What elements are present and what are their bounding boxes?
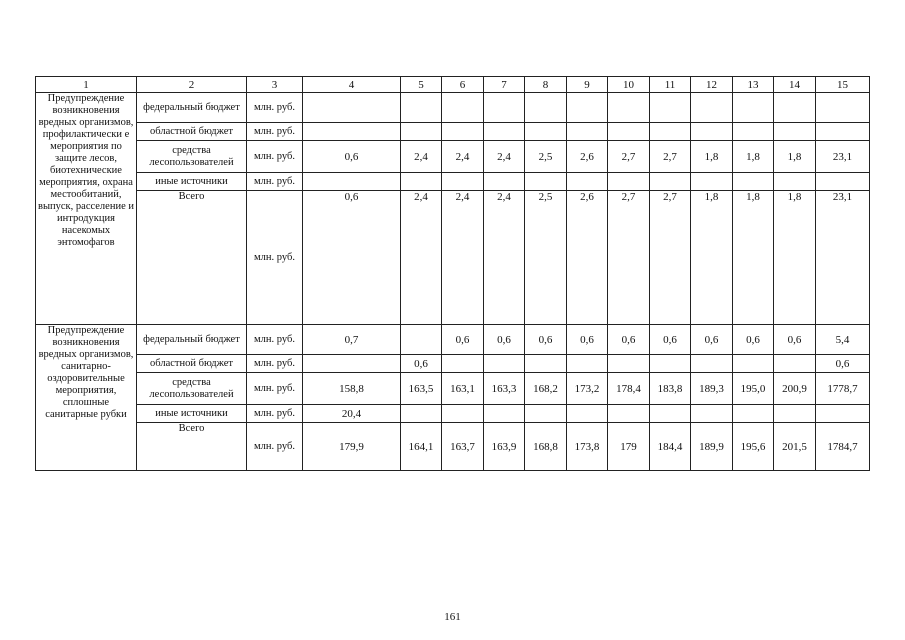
value-cell: 164,1 <box>401 423 442 471</box>
value-cell: 2,7 <box>650 191 691 325</box>
value-cell <box>733 93 774 123</box>
page-number: 161 <box>444 611 461 623</box>
value-cell: 20,4 <box>303 405 401 423</box>
activity-name: Предупреждение возникновения вредных организмов, санитарно-оздоровительные мероприятия, сплошные санитарные рубки <box>36 325 137 471</box>
column-header: 8 <box>525 77 567 93</box>
value-cell: 195,0 <box>733 373 774 405</box>
value-cell <box>733 405 774 423</box>
value-cell: 0,7 <box>303 325 401 355</box>
value-cell: 1,8 <box>733 141 774 173</box>
value-cell: 163,1 <box>442 373 484 405</box>
table-row <box>36 423 870 471</box>
value-cell: 2,6 <box>567 191 608 325</box>
value-cell: 163,3 <box>484 373 525 405</box>
value-cell <box>650 405 691 423</box>
value-cell <box>484 173 525 191</box>
value-cell: 1,8 <box>691 191 733 325</box>
unit: млн. руб. <box>247 355 303 373</box>
value-cell: 5,4 <box>816 325 870 355</box>
value-cell <box>774 123 816 141</box>
funding-source: областной бюджет <box>137 355 247 373</box>
value-cell: 0,6 <box>401 355 442 373</box>
table-row <box>36 355 870 373</box>
value-cell <box>816 93 870 123</box>
value-cell <box>442 93 484 123</box>
table-row <box>36 173 870 191</box>
value-cell <box>442 405 484 423</box>
value-cell: 23,1 <box>816 141 870 173</box>
value-cell <box>650 123 691 141</box>
value-cell <box>608 355 650 373</box>
value-cell: 163,9 <box>484 423 525 471</box>
column-header: 7 <box>484 77 525 93</box>
value-cell: 1,8 <box>774 191 816 325</box>
value-cell: 2,4 <box>401 141 442 173</box>
funding-source: федеральный бюджет <box>137 325 247 355</box>
value-cell: 2,4 <box>442 191 484 325</box>
table-row <box>36 325 870 355</box>
funding-source: иные источники <box>137 405 247 423</box>
column-header: 4 <box>303 77 401 93</box>
unit: млн. руб. <box>247 405 303 423</box>
value-cell <box>691 173 733 191</box>
value-cell: 2,6 <box>567 141 608 173</box>
value-cell <box>525 173 567 191</box>
value-cell: 23,1 <box>816 191 870 325</box>
value-cell <box>608 173 650 191</box>
value-cell <box>608 405 650 423</box>
unit: млн. руб. <box>247 173 303 191</box>
value-cell: 0,6 <box>774 325 816 355</box>
value-cell: 0,6 <box>608 325 650 355</box>
value-cell: 2,4 <box>484 141 525 173</box>
value-cell: 0,6 <box>442 325 484 355</box>
value-cell: 179 <box>608 423 650 471</box>
column-header: 10 <box>608 77 650 93</box>
value-cell: 0,6 <box>691 325 733 355</box>
value-cell <box>401 325 442 355</box>
unit: млн. руб. <box>247 325 303 355</box>
value-cell: 0,6 <box>733 325 774 355</box>
value-cell: 189,3 <box>691 373 733 405</box>
value-cell <box>303 355 401 373</box>
value-cell <box>401 93 442 123</box>
value-cell <box>567 93 608 123</box>
value-cell: 173,8 <box>567 423 608 471</box>
table-row <box>36 405 870 423</box>
value-cell <box>401 405 442 423</box>
column-header: 15 <box>816 77 870 93</box>
value-cell <box>608 123 650 141</box>
value-cell <box>525 355 567 373</box>
column-header: 5 <box>401 77 442 93</box>
value-cell <box>484 355 525 373</box>
value-cell <box>567 173 608 191</box>
value-cell: 2,4 <box>442 141 484 173</box>
value-cell: 0,6 <box>567 325 608 355</box>
value-cell <box>650 93 691 123</box>
table-row <box>36 191 870 325</box>
value-cell <box>816 123 870 141</box>
value-cell: 168,8 <box>525 423 567 471</box>
value-cell: 0,6 <box>650 325 691 355</box>
value-cell <box>303 173 401 191</box>
value-cell <box>774 93 816 123</box>
value-cell: 200,9 <box>774 373 816 405</box>
value-cell <box>691 93 733 123</box>
value-cell: 0,6 <box>303 191 401 325</box>
value-cell: 183,8 <box>650 373 691 405</box>
value-cell <box>774 405 816 423</box>
funding-source: средства лесопользователей <box>137 373 247 405</box>
value-cell: 1,8 <box>733 191 774 325</box>
value-cell: 2,7 <box>608 141 650 173</box>
value-cell: 2,7 <box>650 141 691 173</box>
funding-source: Всего <box>137 423 247 471</box>
value-cell <box>733 173 774 191</box>
value-cell <box>484 93 525 123</box>
value-cell <box>608 93 650 123</box>
value-cell <box>567 123 608 141</box>
column-header: 12 <box>691 77 733 93</box>
header-row <box>36 77 870 93</box>
value-cell: 2,7 <box>608 191 650 325</box>
column-header: 14 <box>774 77 816 93</box>
value-cell: 173,2 <box>567 373 608 405</box>
value-cell <box>733 355 774 373</box>
column-header: 3 <box>247 77 303 93</box>
unit: млн. руб. <box>247 191 303 325</box>
unit: млн. руб. <box>247 123 303 141</box>
funding-source: Всего <box>137 191 247 325</box>
funding-source: средства лесопользователей <box>137 141 247 173</box>
value-cell <box>774 173 816 191</box>
value-cell: 189,9 <box>691 423 733 471</box>
value-cell <box>691 355 733 373</box>
value-cell: 179,9 <box>303 423 401 471</box>
unit: млн. руб. <box>247 93 303 123</box>
value-cell <box>484 123 525 141</box>
value-cell <box>401 173 442 191</box>
value-cell: 1778,7 <box>816 373 870 405</box>
value-cell <box>442 123 484 141</box>
value-cell: 201,5 <box>774 423 816 471</box>
value-cell: 0,6 <box>303 141 401 173</box>
value-cell: 184,4 <box>650 423 691 471</box>
value-cell: 2,5 <box>525 141 567 173</box>
value-cell <box>525 123 567 141</box>
column-header: 6 <box>442 77 484 93</box>
table-row <box>36 93 870 123</box>
value-cell: 1,8 <box>691 141 733 173</box>
value-cell: 0,6 <box>816 355 870 373</box>
value-cell <box>484 405 525 423</box>
value-cell <box>303 123 401 141</box>
table-row <box>36 141 870 173</box>
value-cell <box>567 355 608 373</box>
value-cell <box>567 405 608 423</box>
column-header: 1 <box>36 77 137 93</box>
value-cell: 0,6 <box>484 325 525 355</box>
funding-source: федеральный бюджет <box>137 93 247 123</box>
table-row <box>36 373 870 405</box>
value-cell: 168,2 <box>525 373 567 405</box>
value-cell: 195,6 <box>733 423 774 471</box>
unit: млн. руб. <box>247 423 303 471</box>
value-cell <box>650 173 691 191</box>
funding-source: областной бюджет <box>137 123 247 141</box>
value-cell <box>733 123 774 141</box>
value-cell <box>691 123 733 141</box>
value-cell: 2,5 <box>525 191 567 325</box>
column-header: 11 <box>650 77 691 93</box>
value-cell: 0,6 <box>525 325 567 355</box>
value-cell: 178,4 <box>608 373 650 405</box>
column-header: 9 <box>567 77 608 93</box>
value-cell <box>691 405 733 423</box>
table-row <box>36 123 870 141</box>
value-cell <box>442 173 484 191</box>
activity-name: Предупреждение возникновения вредных организмов, профилактически е мероприятия по защите лесов, биотехнические мероприятия, охрана местообитаний, выпуск, расселение и интродукция насекомых энтомофагов <box>36 93 137 325</box>
value-cell <box>442 355 484 373</box>
budget-table <box>35 76 870 471</box>
column-header: 13 <box>733 77 774 93</box>
value-cell <box>816 405 870 423</box>
unit: млн. руб. <box>247 141 303 173</box>
value-cell <box>303 93 401 123</box>
value-cell: 158,8 <box>303 373 401 405</box>
value-cell <box>650 355 691 373</box>
value-cell <box>401 123 442 141</box>
value-cell: 1784,7 <box>816 423 870 471</box>
value-cell: 1,8 <box>774 141 816 173</box>
value-cell: 2,4 <box>401 191 442 325</box>
value-cell <box>774 355 816 373</box>
value-cell <box>816 173 870 191</box>
value-cell: 2,4 <box>484 191 525 325</box>
funding-source: иные источники <box>137 173 247 191</box>
column-header: 2 <box>137 77 247 93</box>
value-cell <box>525 93 567 123</box>
value-cell: 163,5 <box>401 373 442 405</box>
unit: млн. руб. <box>247 373 303 405</box>
value-cell <box>525 405 567 423</box>
value-cell: 163,7 <box>442 423 484 471</box>
